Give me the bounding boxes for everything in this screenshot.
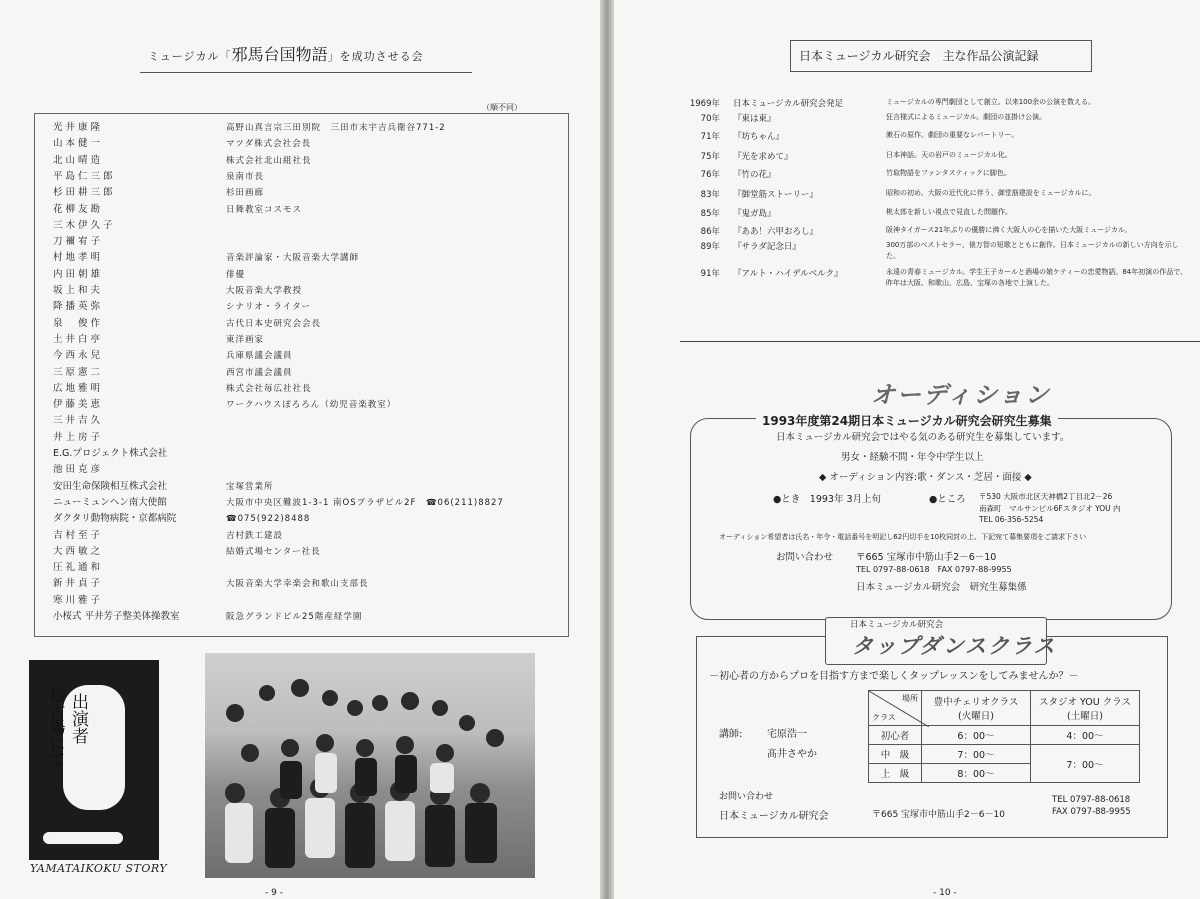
member-role: マツダ株式会社会長 bbox=[226, 139, 312, 150]
member-row bbox=[53, 446, 213, 462]
member-name: 三原憲二 bbox=[53, 366, 104, 378]
history-note: 漱石の原作。劇団の重要なレパートリー。 bbox=[886, 131, 1019, 139]
tap-contact-org: 日本ミュージカル研究会 bbox=[719, 811, 829, 822]
title-prefix: ミュージカル「 bbox=[148, 50, 232, 63]
member-row bbox=[53, 153, 312, 169]
member-name: 小桜式 平井芳子整美体操教室 bbox=[53, 611, 180, 622]
history-work: 『ああ！六甲おろし』 bbox=[733, 227, 819, 237]
member-role: 阪急グランドビル25階産経学園 bbox=[226, 612, 363, 622]
history-note: 日本神話。天の岩戸のミュージカル化。 bbox=[886, 151, 1012, 159]
audition-heading: オーディション bbox=[871, 381, 1051, 409]
tap-tel: TEL 0797-88-0618 bbox=[1052, 795, 1131, 805]
audition-contact-addr: 〒665 宝塚市中筋山手2－6－10 bbox=[856, 552, 997, 563]
member-name: 刀禰宥子 bbox=[53, 236, 104, 248]
history-year: 1969年 bbox=[689, 99, 720, 109]
member-row bbox=[53, 609, 363, 625]
history-note: 竹取物語をファンタスティックに脚色。 bbox=[886, 169, 1011, 177]
member-row bbox=[53, 218, 213, 234]
history-title: 日本ミュージカル研究会 主な作品公演記録 bbox=[799, 49, 1039, 63]
history-work: 『サラダ記念日』 bbox=[733, 242, 801, 252]
tap-level-3: 上 級 bbox=[869, 764, 922, 783]
member-name: 安田生命保険相互株式会社 bbox=[53, 480, 168, 492]
member-role: 杉田画廊 bbox=[226, 188, 265, 199]
audition-where-3: TEL 06-356-5254 bbox=[979, 515, 1044, 524]
member-role: ワークハウスぽろろん（幼児音楽教室） bbox=[226, 400, 397, 411]
member-role: 泉南市長 bbox=[226, 171, 265, 182]
member-row bbox=[53, 560, 213, 576]
history-work: 『御堂筋ストーリー』 bbox=[733, 190, 819, 200]
audition-where-2: 南森町 マルサンビル6Fスタジオ YOU 内 bbox=[979, 504, 1121, 513]
member-name: 村地孝明 bbox=[53, 252, 104, 264]
member-row bbox=[53, 136, 312, 152]
title-suffix: 」を成功させる会 bbox=[327, 50, 424, 63]
member-name: 北山晴造 bbox=[53, 154, 104, 166]
history-year: 85年 bbox=[700, 209, 720, 219]
history-work: 『東は東』 bbox=[733, 114, 776, 124]
member-row bbox=[53, 348, 293, 364]
member-role: 大阪市中央区難波1-3-1 南OSプラザビル2F ☎06(211)8827 bbox=[226, 497, 504, 508]
member-row bbox=[53, 234, 213, 250]
member-role: シナリオ・ライター bbox=[226, 302, 312, 313]
book-spine bbox=[600, 0, 614, 899]
tap-time-1-2: 7：00～ bbox=[922, 745, 1031, 764]
member-name: 広地雅明 bbox=[53, 382, 104, 394]
audition-intro: 日本ミュージカル研究会ではやる気のある研究生を募集しています。 bbox=[776, 432, 1070, 443]
member-row bbox=[53, 299, 312, 315]
logo-caption: YAMATAIKOKU STORY bbox=[30, 862, 168, 875]
member-role: 結婚式場センター社長 bbox=[226, 546, 321, 557]
member-role: 高野山真言宗三田別院 三田市末宇吉兵衛谷771-2 bbox=[226, 123, 446, 133]
history-note: 永遠の青春ミュージカル。学生王子カールと酒場の娘ケティーの恋愛物語。84年初演の作品で、昨年は大阪、和歌山、広島、宝塚の各地で上演した。 bbox=[886, 268, 1188, 287]
member-name: ダクタリ動物病院・京都病院 bbox=[53, 513, 177, 525]
rehearsal-logo bbox=[29, 660, 159, 860]
history-note: 昭和の初め、大阪の近代化に伴う、御堂筋建設をミュージカルに。 bbox=[886, 189, 1096, 197]
member-role: 西宮市議会議員 bbox=[226, 367, 293, 378]
audition-content: ◆ オーディション内容:歌・ダンス・芝居・面接 ◆ bbox=[819, 472, 1032, 483]
tap-title: タップダンスクラス bbox=[852, 634, 1057, 658]
member-row bbox=[53, 495, 504, 511]
member-name: 土井白亭 bbox=[53, 333, 104, 345]
audition-apply-note: オーディション希望者は氏名・年令・電話番号を明記し62円切手を10枚同封の上、下記宛て募集要項をご請求下さい bbox=[719, 533, 1087, 541]
logo-text-col1: 出演者 bbox=[68, 693, 88, 744]
logo-inner-panel bbox=[47, 685, 125, 810]
audition-subheading: 1993年度第24期日本ミュージカル研究会研究生募集 bbox=[756, 412, 1058, 429]
member-name: 光井康隆 bbox=[53, 122, 104, 133]
member-row bbox=[53, 365, 293, 381]
member-role: 兵庫県議会議員 bbox=[226, 351, 293, 362]
member-list-box bbox=[34, 113, 569, 637]
tap-contact-label: お問い合わせ bbox=[719, 792, 774, 802]
member-name: E.G.プロジェクト株式会社 bbox=[53, 448, 168, 459]
section-divider bbox=[680, 341, 1200, 342]
member-name: 花柳友勘 bbox=[53, 203, 104, 215]
member-name: 寒川雅子 bbox=[53, 594, 104, 606]
history-work: 『光を求めて』 bbox=[733, 152, 793, 162]
tap-time-1-1: 6：00～ bbox=[922, 726, 1031, 745]
member-row bbox=[53, 202, 303, 218]
member-name: 平島仁三郎 bbox=[53, 170, 116, 182]
title-underline bbox=[140, 72, 472, 73]
member-row bbox=[53, 283, 303, 299]
tap-org: 日本ミュージカル研究会 bbox=[850, 620, 944, 630]
history-year: 89年 bbox=[700, 242, 720, 252]
history-work: 『竹の花』 bbox=[733, 170, 776, 180]
audition-contact-tel: TEL 0797-88-0618 FAX 0797-88-9955 bbox=[856, 565, 1012, 574]
member-name: 大西敏之 bbox=[53, 545, 104, 557]
member-row bbox=[53, 120, 446, 136]
member-name: ニューミュンヘン南大使館 bbox=[53, 496, 167, 508]
audition-when: ●とき 1993年 3月上旬 bbox=[773, 494, 882, 505]
history-work: 『鬼ガ島』 bbox=[733, 209, 776, 219]
tap-head-class: クラス bbox=[872, 713, 896, 722]
order-note: （順不同） bbox=[482, 103, 522, 112]
member-name: 泉 俊作 bbox=[53, 317, 104, 329]
history-year: 91年 bbox=[700, 269, 720, 279]
history-work: 『坊ちゃん』 bbox=[733, 132, 785, 142]
member-role: 音楽評論家・大阪音楽大学講師 bbox=[226, 253, 360, 264]
tap-head-place: 場所 bbox=[902, 694, 918, 703]
tap-tagline: －初心者の方からプロを目指す方まで楽しくタップレッスンをしてみませんか？－ bbox=[709, 671, 1079, 682]
tap-contact-addr: 〒665 宝塚市中筋山手2－6－10 bbox=[872, 810, 1005, 820]
member-role: 俳優 bbox=[226, 269, 246, 280]
member-row bbox=[53, 169, 265, 185]
member-role: 大阪音楽大学幸楽会和歌山支部長 bbox=[226, 579, 369, 590]
history-note: 桃太郎を新しい視点で見直した問題作。 bbox=[886, 208, 1012, 216]
audition-eligibility: 男女・経験不問・年令中学生以上 bbox=[841, 452, 984, 463]
member-name: 降播英弥 bbox=[53, 301, 104, 313]
member-row bbox=[53, 381, 312, 397]
tap-table-corner bbox=[869, 691, 922, 726]
member-role: 東洋画家 bbox=[226, 334, 265, 345]
history-year: 75年 bbox=[700, 152, 720, 162]
logo-text-col2: 稽古場にて bbox=[47, 687, 66, 767]
member-row bbox=[53, 332, 265, 348]
member-role: 吉村鉄工建設 bbox=[226, 530, 284, 541]
member-name: 坂上和夫 bbox=[53, 285, 104, 296]
member-name: 井上房子 bbox=[53, 431, 104, 443]
audition-where-label: ●ところ bbox=[929, 494, 966, 505]
history-note: 300万部のベストセラー、俵万智の短歌とともに創作。日本ミュージカルの新しい方向を示した。 bbox=[886, 241, 1179, 260]
member-row bbox=[53, 413, 213, 429]
history-note: ミュージカルの専門劇団として創立。以来100余の公演を数える。 bbox=[886, 98, 1096, 106]
history-title-box bbox=[790, 40, 1092, 72]
member-role: 株式会社北山組社長 bbox=[226, 155, 312, 166]
member-row bbox=[53, 511, 311, 527]
member-row bbox=[53, 430, 213, 446]
history-year: 71年 bbox=[700, 132, 720, 142]
member-name: 吉村至子 bbox=[53, 529, 104, 541]
audition-contact-org: 日本ミュージカル研究会 研究生募集係 bbox=[856, 582, 1027, 593]
member-name: 池田克彦 bbox=[53, 464, 104, 476]
member-row bbox=[53, 576, 369, 592]
member-name: 今西永兒 bbox=[53, 350, 104, 362]
member-name: 杉田耕三郎 bbox=[53, 187, 116, 199]
right-page-number: - 10 - bbox=[933, 888, 957, 898]
history-year: 86年 bbox=[700, 227, 720, 237]
history-year: 76年 bbox=[700, 170, 720, 180]
member-row bbox=[53, 528, 284, 544]
logo-brush-stroke bbox=[43, 832, 123, 844]
tap-schedule-table bbox=[868, 690, 1140, 783]
group-photo bbox=[205, 653, 535, 878]
member-row bbox=[53, 479, 274, 495]
history-note: 阪神タイガース21年ぶりの優勝に沸く大阪人の心を描いた大阪ミュージカル。 bbox=[886, 226, 1132, 234]
member-name: 新井貞子 bbox=[53, 578, 104, 590]
member-name: 伊藤美恵 bbox=[53, 399, 104, 411]
member-row bbox=[53, 593, 213, 609]
title-main: 邪馬台国物語 bbox=[231, 45, 328, 64]
history-year: 70年 bbox=[700, 114, 720, 124]
history-work: 『アルト・ハイデルベルク』 bbox=[733, 269, 843, 279]
member-name: 圧礼通和 bbox=[53, 562, 104, 574]
tap-place-1: 豊中チェリオクラス (火曜日) bbox=[922, 691, 1031, 726]
tap-teacher-2: 髙井さやか bbox=[767, 749, 817, 760]
tap-teacher-1: 宅原浩一 bbox=[767, 729, 807, 740]
member-role: 宝塚営業所 bbox=[226, 481, 274, 492]
member-row bbox=[53, 316, 322, 332]
member-row bbox=[53, 544, 321, 560]
history-note: 狂言様式によるミュージカル。劇団の並掛け公演。 bbox=[886, 113, 1047, 121]
member-name: 山本健一 bbox=[53, 138, 104, 150]
member-name: 三井吉久 bbox=[53, 415, 104, 427]
tap-fax: FAX 0797-88-9955 bbox=[1052, 807, 1131, 817]
member-role: 古代日本史研究会会長 bbox=[226, 318, 322, 329]
audition-contact-label: お問い合わせ bbox=[776, 552, 834, 563]
history-work: 日本ミュージカル研究会発足 bbox=[733, 99, 844, 109]
member-row bbox=[53, 397, 397, 413]
member-role: 株式会社毎広社社長 bbox=[226, 383, 312, 394]
tap-time-2-1: 4：00～ bbox=[1031, 726, 1140, 745]
tap-heading-box bbox=[825, 617, 1057, 665]
tap-time-1-3: 8：00～ bbox=[922, 764, 1031, 783]
member-name: 三木伊久子 bbox=[53, 219, 116, 231]
member-row bbox=[53, 267, 246, 283]
member-row bbox=[53, 462, 213, 478]
member-role: ☎075(922)8488 bbox=[226, 514, 311, 525]
member-role: 日舞教室コスモス bbox=[226, 204, 303, 215]
member-name: 内田朝雄 bbox=[53, 268, 104, 280]
audition-box bbox=[690, 418, 1172, 620]
tap-teacher-label: 講師: bbox=[719, 729, 743, 740]
left-page-title bbox=[148, 42, 424, 65]
tap-level-1: 初心者 bbox=[869, 726, 922, 745]
member-row bbox=[53, 185, 265, 201]
tap-level-2: 中 級 bbox=[869, 745, 922, 764]
member-role: 大阪音楽大学教授 bbox=[226, 286, 303, 296]
audition-where-1: 〒530 大阪市北区天神橋2丁目北2－26 bbox=[979, 492, 1113, 501]
tap-time-2-2: 7：00～ bbox=[1031, 745, 1140, 783]
history-year: 83年 bbox=[700, 190, 720, 200]
member-row bbox=[53, 250, 360, 266]
left-page-number: - 9 - bbox=[265, 888, 283, 898]
group-photo-figures bbox=[205, 653, 535, 878]
tap-place-2: スタジオ YOU クラス (土曜日) bbox=[1031, 691, 1140, 726]
